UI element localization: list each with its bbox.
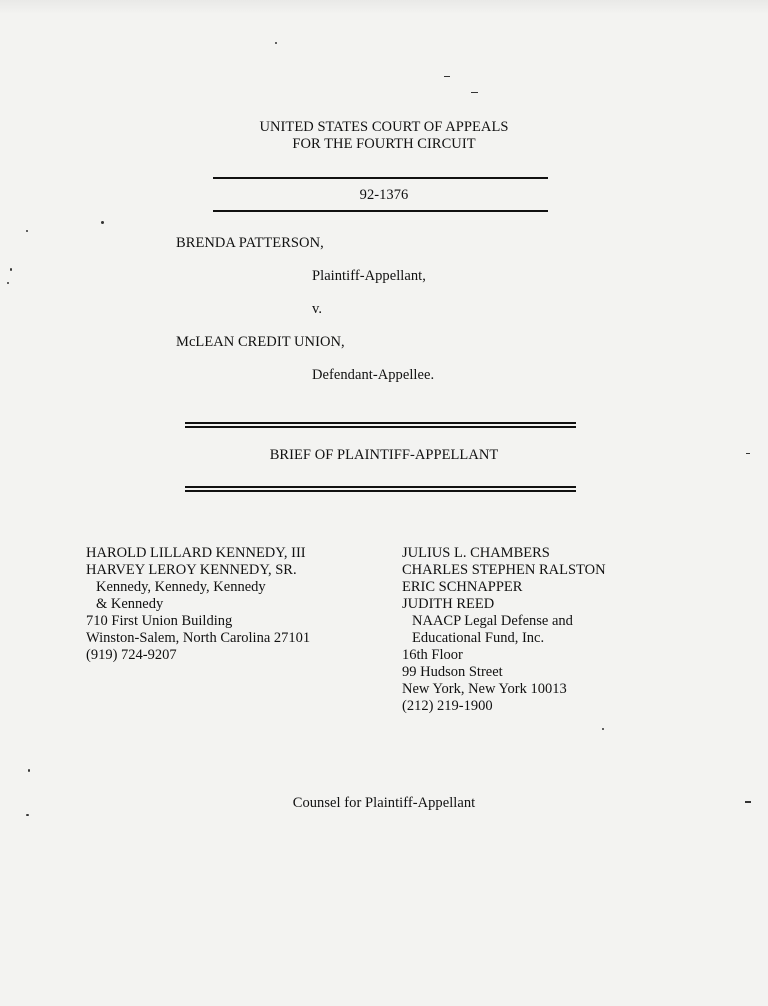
scan-speck <box>745 801 751 803</box>
counsel-right-attorney-4: JUDITH REED <box>402 596 495 612</box>
scan-speck <box>26 230 28 232</box>
top-rule <box>213 177 548 179</box>
defendant-role: Defendant-Appellee. <box>312 367 435 383</box>
counsel-left-firm-line1: Kennedy, Kennedy, Kennedy <box>96 579 266 595</box>
case-number: 92-1376 <box>359 187 409 203</box>
case-number-bottom-rule <box>213 210 548 212</box>
court-name-line1: UNITED STATES COURT OF APPEALS <box>259 119 509 135</box>
scan-speck <box>746 453 750 454</box>
scan-speck <box>444 76 450 77</box>
counsel-left-block <box>86 545 310 664</box>
scan-speck <box>275 42 277 44</box>
counsel-right-org-line2: Educational Fund, Inc. <box>412 630 545 646</box>
defendant-name: McLEAN CREDIT UNION, <box>176 334 345 350</box>
plaintiff-name: BRENDA PATTERSON, <box>176 235 324 251</box>
counsel-caption: Counsel for Plaintiff-Appellant <box>292 795 476 811</box>
brief-title: BRIEF OF PLAINTIFF-APPELLANT <box>269 447 499 463</box>
counsel-left-attorney-2: HARVEY LEROY KENNEDY, SR. <box>86 562 297 578</box>
counsel-right-attorney-2: CHARLES STEPHEN RALSTON <box>402 562 606 578</box>
counsel-right-phone: (212) 219-1900 <box>402 698 493 714</box>
scan-speck <box>7 282 9 284</box>
scan-speck <box>471 92 478 93</box>
counsel-left-phone: (919) 724-9207 <box>86 647 177 663</box>
counsel-left-firm-line2: & Kennedy <box>96 596 164 612</box>
counsel-left-attorney-1: HAROLD LILLARD KENNEDY, III <box>86 545 306 561</box>
plaintiff-role: Plaintiff-Appellant, <box>312 268 426 284</box>
counsel-right-address-3: New York, New York 10013 <box>402 681 567 697</box>
counsel-right-block <box>402 545 606 715</box>
scan-speck <box>10 268 12 271</box>
scan-speck <box>26 814 29 816</box>
scan-speck <box>101 221 104 224</box>
scan-speck <box>602 728 604 730</box>
brief-title-bottom-double-rule <box>185 486 576 492</box>
scan-speck <box>28 769 30 772</box>
counsel-left-address-1: 710 First Union Building <box>86 613 233 629</box>
counsel-right-attorney-3: ERIC SCHNAPPER <box>402 579 523 595</box>
court-name-line2: FOR THE FOURTH CIRCUIT <box>292 136 476 152</box>
counsel-right-attorney-1: JULIUS L. CHAMBERS <box>402 545 550 561</box>
counsel-right-address-2: 99 Hudson Street <box>402 664 503 680</box>
counsel-left-address-2: Winston-Salem, North Carolina 27101 <box>86 630 311 646</box>
counsel-right-org-line1: NAACP Legal Defense and <box>412 613 573 629</box>
versus: v. <box>312 301 323 317</box>
brief-title-top-double-rule <box>185 422 576 428</box>
counsel-right-address-1: 16th Floor <box>402 647 463 663</box>
